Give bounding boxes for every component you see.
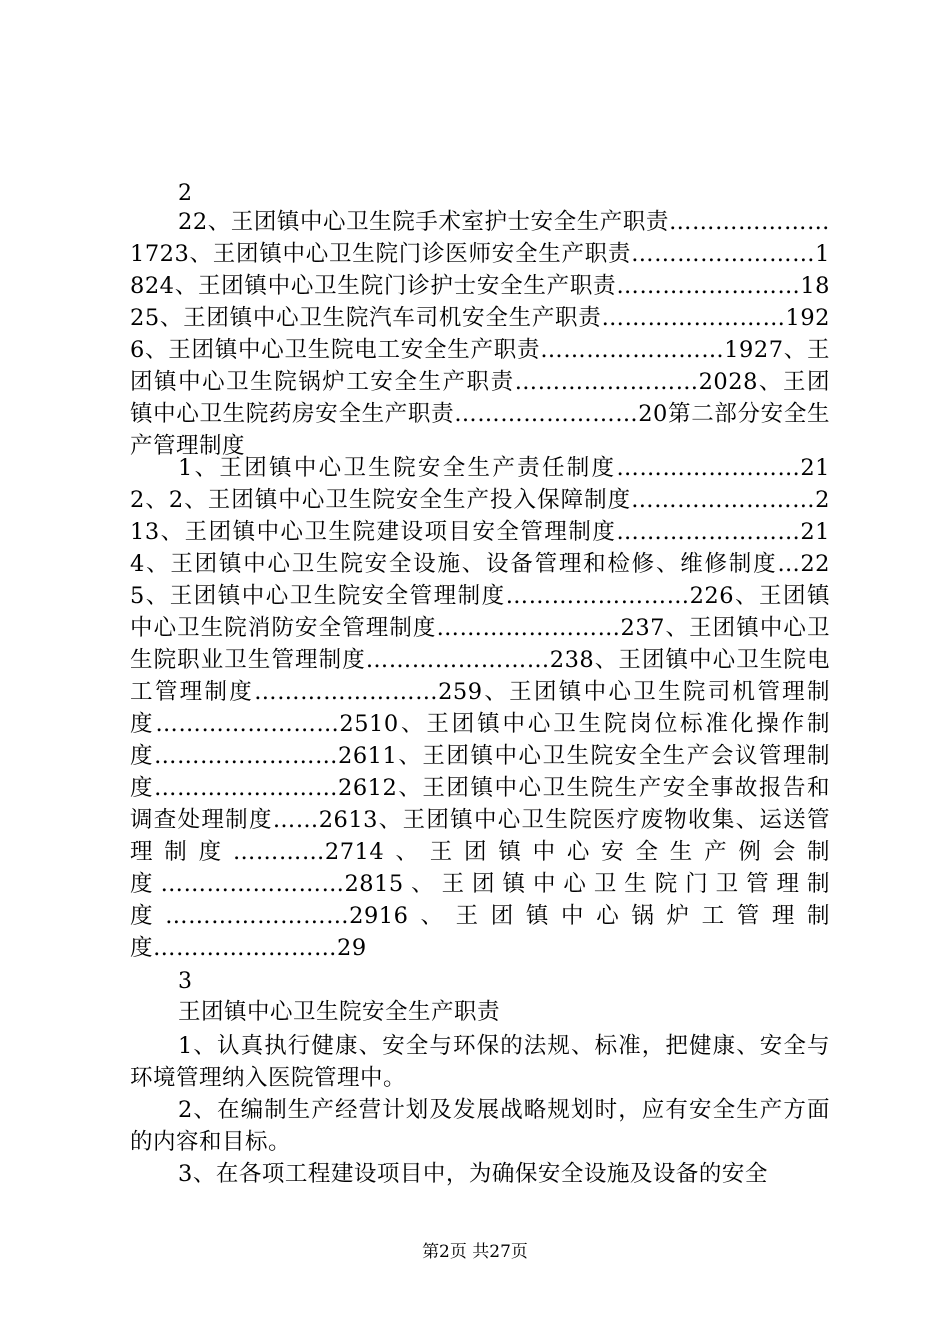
section-title: 王团镇中心卫生院安全生产职责	[178, 999, 501, 1025]
body-paragraphs	[130, 1030, 830, 1190]
paragraph-1: 1、认真执行健康、安全与环保的法规、标准，把健康、安全与环境管理纳入医院管理中。	[130, 1033, 830, 1091]
toc-block-personnel-duties: 22、王团镇中心卫生院手术室护士安全生产职责…………………1723、王团镇中心卫生院门诊医师安全生产职责……………………1824、王团镇中心卫生院门诊护士安全生产职责……………………1825、王团镇中心卫生院汽车司机安全生产职责……………………1926、王团镇中心卫生院电工安全生产职责……………………1927、王团镇中心卫生院锅炉工安全生产职责……………………2028、王团镇中心卫生院药房安全生产职责……………………20第二部分安全生产管理制度	[130, 209, 830, 459]
page-footer: 第2页 共27页	[422, 1242, 528, 1262]
paragraph-3: 3、在各项工程建设项目中，为确保安全设施及设备的安全	[178, 1161, 768, 1187]
page-marker-mid: 3	[178, 969, 192, 994]
paragraph-2: 2、在编制生产经营计划及发展战略规划时，应有安全生产方面的内容和目标。	[130, 1097, 830, 1155]
page-marker-top: 2	[178, 181, 192, 206]
toc-block-management-rules: 1、王团镇中心卫生院安全生产责任制度……………………212、2、王团镇中心卫生院安全生产投入保障制度……………………213、王团镇中心卫生院建设项目安全管理制度……………………214、王团镇中心卫生院安全设施、设备管理和检修、维修制度…225、王团镇中心卫生院安全管理制度……………………226、王团镇中心卫生院消防安全管理制度……………………237、王团镇中心卫生院职业卫生管理制度……………………238、王团镇中心卫生院电工管理制度……………………259、王团镇中心卫生院司机管理制度……………………2510、王团镇中心卫生院岗位标准化操作制度……………………2611、王团镇中心卫生院安全生产会议管理制度……………………2612、王团镇中心卫生院生产安全事故报告和调查处理制度……2613、王团镇中心卫生院医疗废物收集、运送管理制度…………2714、王团镇中心安全生产例会制度……………………2815、王团镇中心卫生院门卫管理制度……………………2916、王团镇中心锅炉工管理制度……………………29	[130, 455, 830, 961]
